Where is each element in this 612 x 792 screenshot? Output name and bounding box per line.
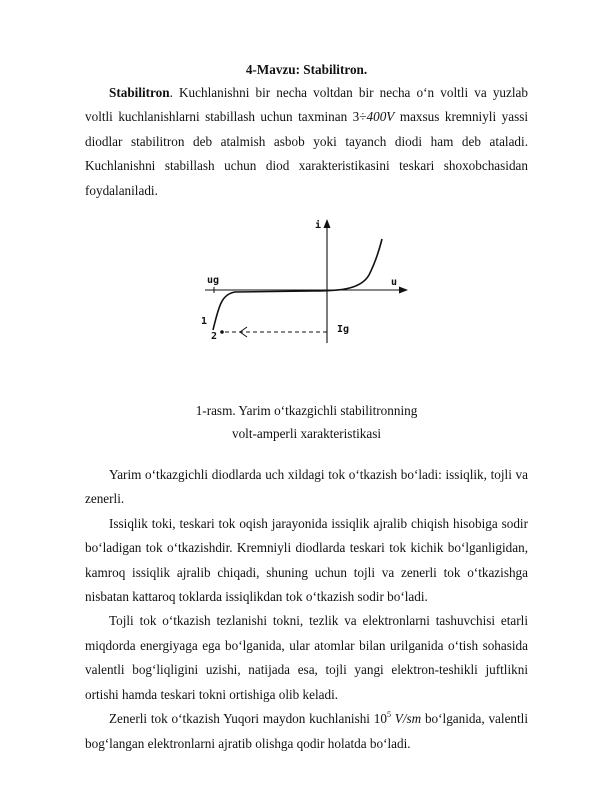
point-2-label: 2 [211,331,218,343]
ig-label: Ig [337,324,350,336]
caption-line-1: 1-rasm. Yarim o‘tkazgichli stabilitronning [195,403,418,419]
intro-paragraph [85,81,528,203]
characteristic-curve [213,239,382,330]
voltage-axis-arrow [399,287,408,294]
p4-after: bo‘lganida, valentli bog‘langan elektronlarni ajratib olishga qodir holatda bo‘ladi. [85,711,529,751]
p4-before: Zenerli tok o‘tkazish Yuqori maydon kuchlanishi 10 [109,711,387,727]
intro-text-before: . Kuchlanishni bir necha voltdan bir necha o‘n voltli va yuzlab voltli kuchlanishlarni stabillash uchun taxminan 3 [85,85,528,125]
caption-line-2: volt-amperli xarakteristikasi [231,426,382,442]
p4-exponent: 5 [386,710,391,720]
intro-lead-term: Stabilitron [109,85,170,100]
intro-text-after: maxsus kremniyli yassi diodlar stabilitron deb atalmish asbob yoki tayanch diodi ham deb ataladi. Kuchlanishni stabillash uchun diod xarakteristikasini teskari shoxobchasidan foydalaniladi. [85,109,528,198]
document-page [85,58,528,756]
voltage-axis-label: u [391,277,398,289]
paragraph-1: Yarim o‘tkazgichli diodlarda uch xildagi tok o‘tkazish bo‘ladi: issiqlik, tojli va zenerli. [85,467,528,507]
paragraph-3: Tojli tok o‘tkazish tezlanishi tokni, tezlik va elektronlarni tashuvchisi etarli miqdorda energiyaga ega bo‘lganida, ular atomlar bilan urilganida o‘tish sohasida valentli bog‘liqligini uzishi, natijada esa, tojli yangi elektron-teshikli juftlikni ortishi hamda teskari tokni ortishiga olib keladi. [85,613,528,702]
point-1-label: 1 [201,316,208,328]
range-unit: V [386,109,395,125]
point-2-marker [220,330,224,334]
current-axis-arrow [324,219,331,228]
p4-unit: V/sm [390,711,422,727]
ug-label: ug [207,275,220,287]
vac-chart [201,215,411,393]
range-value: 400 [366,109,387,125]
figure-caption [85,399,528,445]
paragraph-2: Issiqlik toki, teskari tok oqish jarayonida issiqlik ajralib chiqish hisobiga sodir bo‘ladigan tok o‘tkazishdir. Kremniyli diodlarda teskari tok kichik bo‘lganligidan, kamroq issiqlik ajralib chiqadi, shuning uchun tojli va zenerli tok o‘tkazishga nisbatan kattaroq toklarda issiqlikdan tok o‘tkazish sodir bo‘ladi. [85,515,528,605]
current-axis-label: i [315,220,322,232]
figure-vac [85,215,528,393]
paragraph-4 [85,707,528,756]
page-title: 4-Mavzu: Stabilitron. [245,62,368,77]
divide-sign: ÷ [359,109,367,125]
